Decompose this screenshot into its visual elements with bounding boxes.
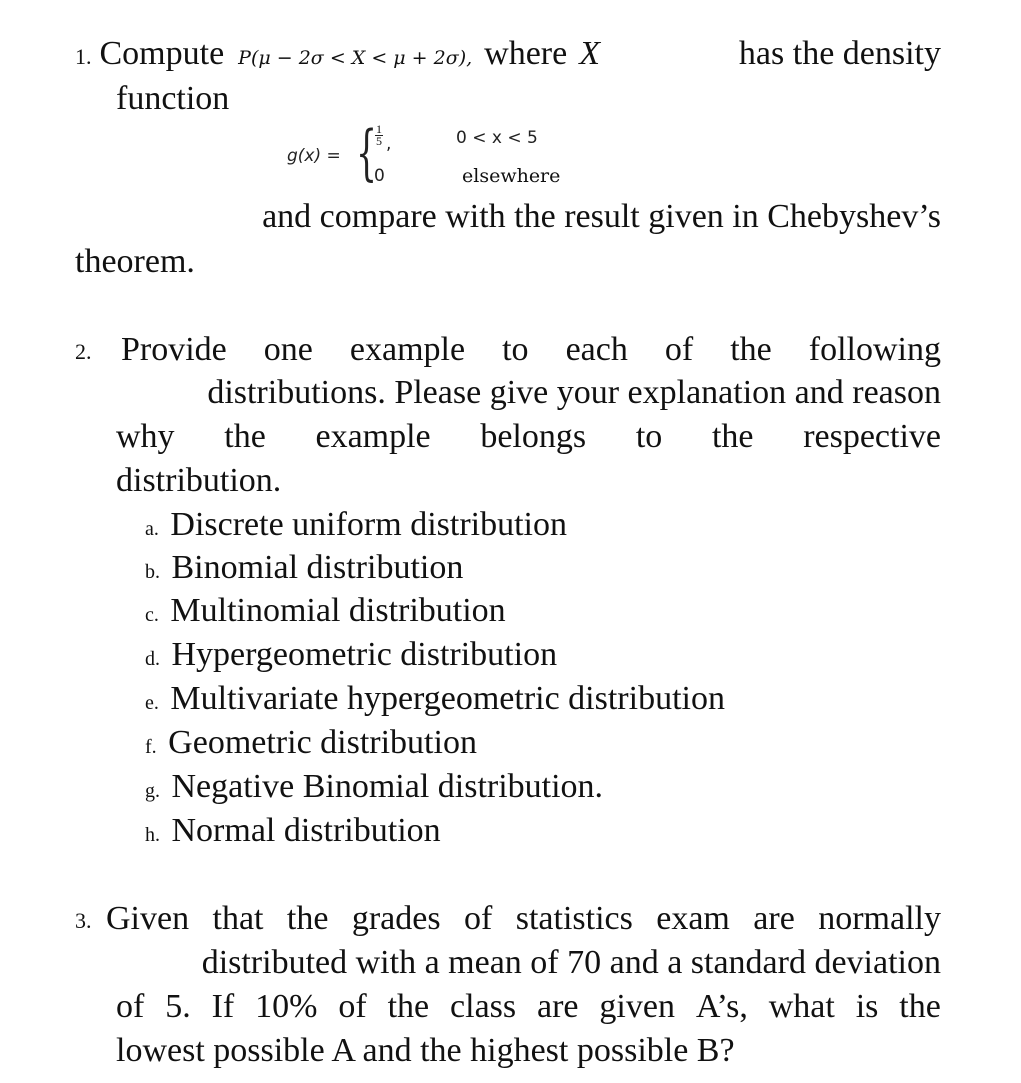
q3-word: of bbox=[338, 988, 367, 1025]
q3-word: 5. bbox=[165, 988, 191, 1025]
q2-word: the bbox=[711, 418, 754, 455]
q1-has-density: has the density bbox=[738, 35, 941, 72]
q2-word: why bbox=[116, 418, 175, 455]
item-letter: a. bbox=[145, 518, 159, 540]
q3-line-2: distributed with a mean of 70 and a standard deviation bbox=[201, 944, 941, 981]
q2-word: each bbox=[565, 331, 628, 368]
q3-word: statistics bbox=[515, 900, 633, 937]
item-letter: g. bbox=[145, 780, 160, 802]
q1-compute: Compute bbox=[99, 35, 225, 72]
q1-line-4: theorem. bbox=[75, 243, 195, 280]
q3-word: that bbox=[212, 900, 264, 937]
item-text: Binomial distribution bbox=[171, 549, 464, 586]
q1-line-3: and compare with the result given in Chebyshev’s bbox=[262, 198, 941, 235]
q2-word: of bbox=[664, 331, 694, 368]
q3-word: is bbox=[855, 988, 879, 1025]
q3-word: the bbox=[899, 988, 941, 1025]
q2-word: example bbox=[349, 331, 466, 368]
q3-line-4: lowest possible A and the highest possible B? bbox=[116, 1032, 735, 1069]
list-item bbox=[145, 548, 463, 592]
q1-prob-expr: P(μ − 2σ < X < μ + 2σ), bbox=[238, 47, 473, 69]
item-text: Discrete uniform distribution bbox=[170, 506, 567, 543]
item-text: Geometric distribution bbox=[168, 724, 477, 761]
q3-word: Given bbox=[106, 900, 190, 937]
case1-denominator: 5 bbox=[376, 134, 382, 148]
item-text: Hypergeometric distribution bbox=[171, 636, 558, 673]
case1-comma: , bbox=[386, 134, 392, 154]
list-item bbox=[145, 591, 506, 635]
q3-word: the bbox=[387, 988, 430, 1025]
q3-word: A’s, bbox=[695, 988, 748, 1025]
list-item bbox=[145, 635, 557, 679]
list-item bbox=[145, 505, 567, 549]
q2-word: following bbox=[808, 331, 941, 368]
q3-word: 10% bbox=[255, 988, 318, 1025]
item-letter: e. bbox=[145, 692, 159, 714]
q2-word: to bbox=[635, 418, 663, 455]
q2-word: respective bbox=[803, 418, 941, 455]
case2-value: 0 bbox=[374, 166, 385, 186]
list-item bbox=[145, 811, 441, 855]
q3-word: exam bbox=[656, 900, 730, 937]
item-letter: b. bbox=[145, 561, 160, 583]
q3-word: are bbox=[753, 900, 795, 937]
case2-condition: elsewhere bbox=[462, 165, 561, 187]
q3-line-3 bbox=[116, 987, 941, 1027]
q2-line-1 bbox=[121, 330, 941, 370]
q2-word: the bbox=[730, 331, 772, 368]
q2-line-3 bbox=[116, 417, 941, 457]
case1-condition: 0 < x < 5 bbox=[456, 128, 538, 148]
q3-word: of bbox=[116, 988, 145, 1025]
q2-word: example bbox=[315, 418, 431, 455]
q2-line-2: distributions. Please give your explanation and reason bbox=[207, 374, 941, 411]
q2-number: 2. bbox=[75, 339, 92, 364]
q3-word: given bbox=[599, 988, 675, 1025]
item-text: Negative Binomial distribution. bbox=[171, 768, 604, 805]
item-text: Multivariate hypergeometric distribution bbox=[170, 680, 725, 717]
item-letter: c. bbox=[145, 604, 159, 626]
q3-word: grades bbox=[351, 900, 441, 937]
q3-word: are bbox=[537, 988, 579, 1025]
q2-word: one bbox=[263, 331, 313, 368]
q2-line-4: distribution. bbox=[116, 462, 282, 499]
item-letter: h. bbox=[145, 824, 160, 846]
q1-line-2: function bbox=[116, 80, 230, 117]
item-text: Normal distribution bbox=[171, 812, 441, 849]
q3-word: what bbox=[768, 988, 835, 1025]
q3-word: of bbox=[464, 900, 493, 937]
q1-number: 1. bbox=[75, 44, 92, 69]
case1-fraction bbox=[375, 124, 383, 147]
q1-x: X bbox=[579, 35, 600, 72]
q2-word: belongs bbox=[480, 418, 587, 455]
g-lhs: g(x) = bbox=[287, 146, 341, 166]
q3-word: normally bbox=[818, 900, 941, 937]
item-letter: f. bbox=[145, 736, 157, 758]
q2-word: the bbox=[224, 418, 266, 455]
item-text: Multinomial distribution bbox=[170, 592, 506, 629]
q3-word: If bbox=[211, 988, 235, 1025]
q3-number: 3. bbox=[75, 908, 92, 933]
q3-line-1 bbox=[106, 899, 941, 939]
q2-word: to bbox=[502, 331, 529, 368]
list-item bbox=[145, 723, 477, 767]
piecewise-brace: { bbox=[356, 118, 378, 188]
q1-line-1 bbox=[75, 34, 941, 78]
q3-word: class bbox=[450, 988, 517, 1025]
q1-where: where bbox=[484, 35, 568, 72]
list-item bbox=[145, 767, 603, 811]
item-letter: d. bbox=[145, 648, 160, 670]
list-item bbox=[145, 679, 725, 723]
case1-numerator: 1 bbox=[376, 122, 382, 136]
q2-word: Provide bbox=[121, 331, 227, 368]
q3-word: the bbox=[286, 900, 329, 937]
